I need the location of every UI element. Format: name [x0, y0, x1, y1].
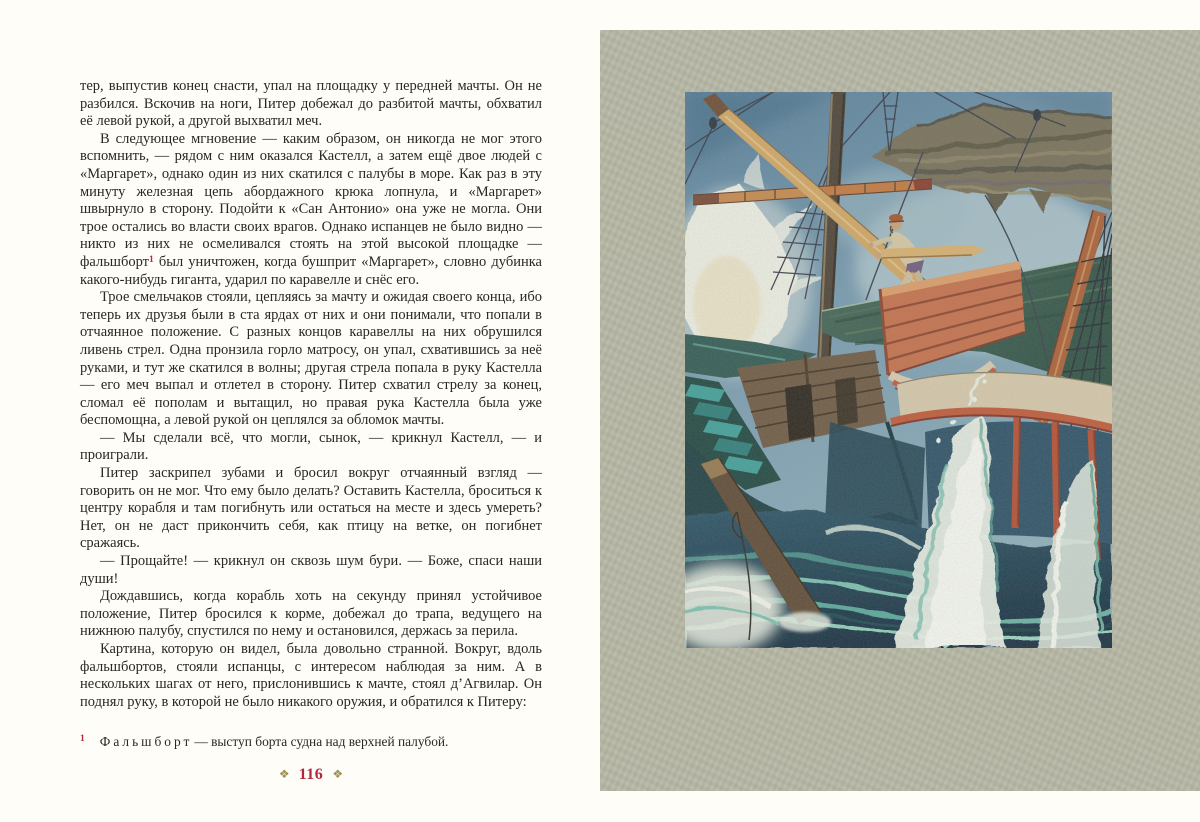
paragraph: Трое смельчаков стояли, цепляясь за мачту и ожидая своего конца, ибо теперь их друзья были в ста ярдах от них и они понимали, что попали в отчаянное положение. С разных концов каравеллы на них обрушился ливень стрел. Одна пронзила горло матросу, он упал, схватившись за неё руками, и тут же скатился в волны; другая стрела попала в руку Кастелла — его меч выпал и отлетел в сторону. Питер схватил стрелу за конец, сломал её пополам и вытащил, но правая рука Кастелла была уже беспомощна, а левой рукой он цеплялся за обломок мачты.: [80, 289, 542, 429]
paragraph-text: был уничтожен, когда бушприт «Маргарет», словно дубинка какого-нибудь гиганта, ударил по каравелле и снёс его.: [80, 253, 542, 288]
storm-at-sea-svg: [685, 92, 1112, 648]
paragraph: Дождавшись, когда корабль хоть на секунду принял устойчивое положение, Питер бросился к корме, добежал до трапа, ведущего на нижнюю палубу, спустился по нему и остановился, держась за перила.: [80, 588, 542, 640]
body-text: [80, 78, 542, 783]
footnote-term: Фальшборт: [99, 734, 193, 750]
footnote-definition: — выступ борта судна над верхней палубой.: [194, 734, 449, 750]
footnote-reference: 1: [149, 254, 154, 265]
fleuron-icon: ❖: [278, 767, 290, 782]
footnote: [80, 731, 542, 750]
right-page: [600, 30, 1200, 791]
fleuron-icon: ❖: [332, 767, 344, 782]
storm-illustration: [685, 92, 1112, 648]
paragraph: Картина, которую он видел, была довольно странной. Вокруг, вдоль фальшбортов, стояли испанцы, с интересом наблюдая за ним. А в нескольких шагах от него, прислонившись к мачте, стоял д’Агвилар. Он поднял руку, в которой не было никакого оружия, и обратился к Питеру:: [80, 641, 542, 710]
paragraph: тер, выпустив конец снасти, упал на площадку у передней мачты. Он не разбился. Вскочив на ноги, Питер добежал до разбитой мачты, обхватил её левой рукой, а другой выхватил меч.: [80, 78, 542, 130]
paragraph: Питер заскрипел зубами и бросил вокруг отчаянный взгляд — говорить он не мог. Что ему было делать? Оставить Кастелла, броситься к центру корабля и там погибнуть или остаться на месте и здесь умереть? Нет, он не даст прикончить себя, как птицу на ветке, он погибнет сражаясь.: [80, 465, 542, 552]
page-number: 116: [298, 766, 324, 784]
paper-grain: [685, 92, 1112, 648]
paragraph: — Прощайте! — крикнул он сквозь шум бури. — Боже, спаси наши души!: [80, 553, 542, 587]
paragraph: [80, 131, 542, 289]
paragraph: — Мы сделали всё, что могли, сынок, — крикнул Кастелл, — и проиграли.: [80, 429, 542, 464]
page-footer: [80, 767, 542, 783]
paragraph-text: В следующее мгновение — каким образом, он никогда не мог этого вспомнить, — рядом с ним оказался Кастелл, а затем ещё двое людей с «Маргарет», однако один из них скатился с палубы в море. Как раз в эту минуту железная цепь абордажного крюка лопнула, и «Маргарет» швырнуло в сторону. Подойти к «Сан Антонио» она уже не могла. Они трое остались во власти своих врагов. Однако испанцев не было видно — никто из них не осмеливался стоять на этой высокой площадке — фальшборт: [80, 130, 542, 270]
footnote-marker: 1: [80, 734, 85, 745]
